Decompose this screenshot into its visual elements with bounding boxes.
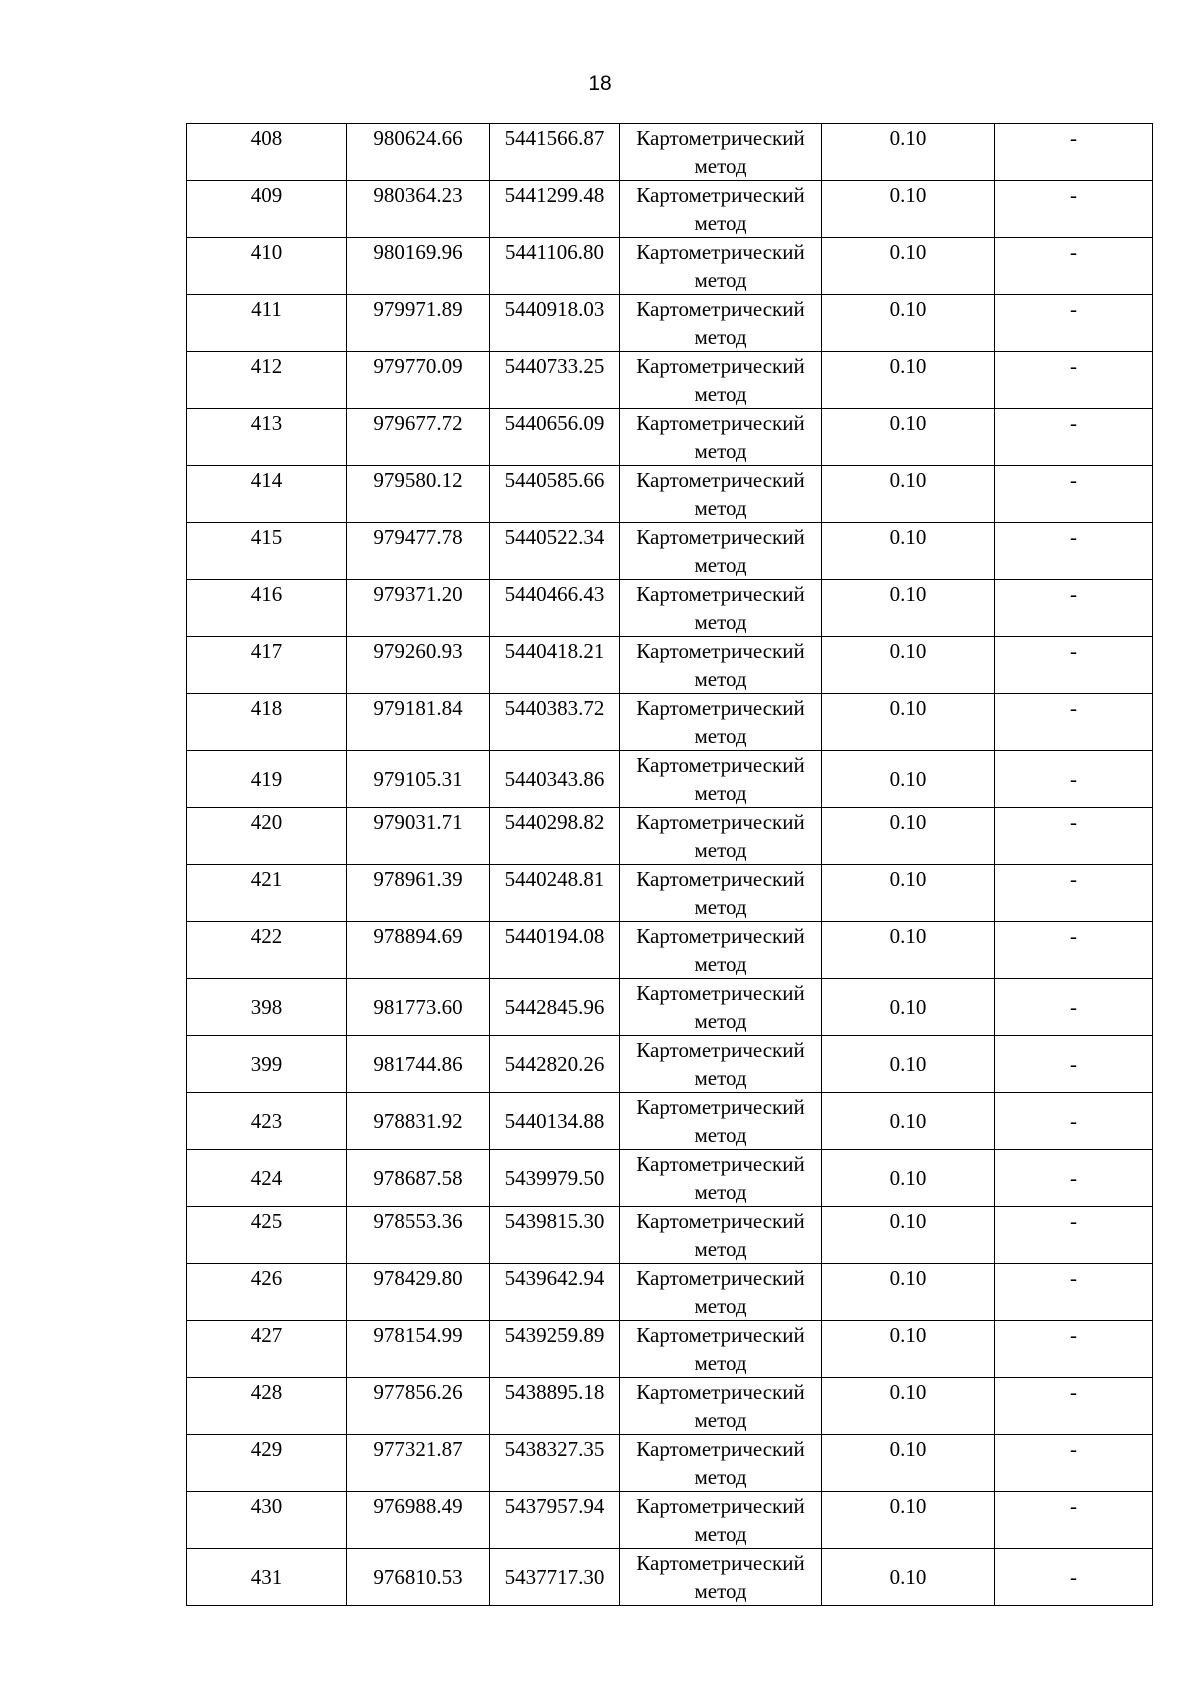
- accuracy-cell: 0.10: [822, 1264, 995, 1321]
- accuracy-cell: 0.10: [822, 1492, 995, 1549]
- method-cell: [620, 523, 822, 580]
- accuracy-cell: 0.10: [822, 409, 995, 466]
- method-text: Картометрический: [636, 525, 805, 549]
- accuracy-cell: 0.10: [822, 580, 995, 637]
- description-cell: -: [995, 1036, 1153, 1093]
- method-text: Картометрический: [636, 753, 805, 777]
- description-cell: -: [995, 1093, 1153, 1150]
- method-cell: [620, 1549, 822, 1606]
- method-text: Картометрический: [636, 1152, 805, 1176]
- method-text: Картометрический: [636, 981, 805, 1005]
- accuracy-cell: 0.10: [822, 1435, 995, 1492]
- method-text: метод: [694, 496, 747, 520]
- x-coordinate-cell: 979031.71: [347, 808, 490, 865]
- accuracy-cell: 0.10: [822, 181, 995, 238]
- y-coordinate-cell: 5442820.26: [490, 1036, 620, 1093]
- point-number-cell: 418: [187, 694, 347, 751]
- accuracy-cell: 0.10: [822, 1093, 995, 1150]
- method-cell: [620, 922, 822, 979]
- table-row: [187, 238, 1153, 295]
- method-cell: [620, 1150, 822, 1207]
- method-text: Картометрический: [636, 1380, 805, 1404]
- method-text: Картометрический: [636, 867, 805, 891]
- method-text: метод: [694, 667, 747, 691]
- point-number-cell: 431: [187, 1549, 347, 1606]
- description-cell: -: [995, 1321, 1153, 1378]
- table-row: [187, 1492, 1153, 1549]
- coordinates-table-body: [187, 124, 1153, 1606]
- x-coordinate-cell: 980169.96: [347, 238, 490, 295]
- method-cell: [620, 979, 822, 1036]
- point-number-cell: 410: [187, 238, 347, 295]
- method-text: метод: [694, 382, 747, 406]
- y-coordinate-cell: 5440918.03: [490, 295, 620, 352]
- method-text: метод: [694, 1123, 747, 1147]
- description-cell: -: [995, 751, 1153, 808]
- y-coordinate-cell: 5437717.30: [490, 1549, 620, 1606]
- y-coordinate-cell: 5441566.87: [490, 124, 620, 181]
- table-row: [187, 979, 1153, 1036]
- accuracy-cell: 0.10: [822, 238, 995, 295]
- coordinates-table: [186, 123, 1153, 1606]
- method-text: Картометрический: [636, 1038, 805, 1062]
- y-coordinate-cell: 5437957.94: [490, 1492, 620, 1549]
- x-coordinate-cell: 979971.89: [347, 295, 490, 352]
- method-text: Картометрический: [636, 411, 805, 435]
- y-coordinate-cell: 5440585.66: [490, 466, 620, 523]
- method-cell: [620, 1093, 822, 1150]
- x-coordinate-cell: 980624.66: [347, 124, 490, 181]
- method-text: метод: [694, 781, 747, 805]
- method-text: Картометрический: [636, 1323, 805, 1347]
- method-text: метод: [694, 439, 747, 463]
- point-number-cell: 425: [187, 1207, 347, 1264]
- point-number-cell: 420: [187, 808, 347, 865]
- table-row: [187, 1378, 1153, 1435]
- method-text: Картометрический: [636, 1551, 805, 1575]
- method-text: метод: [694, 1237, 747, 1261]
- point-number-cell: 408: [187, 124, 347, 181]
- description-cell: -: [995, 181, 1153, 238]
- table-row: [187, 865, 1153, 922]
- x-coordinate-cell: 976810.53: [347, 1549, 490, 1606]
- point-number-cell: 417: [187, 637, 347, 694]
- method-cell: [620, 751, 822, 808]
- point-number-cell: 426: [187, 1264, 347, 1321]
- description-cell: -: [995, 1549, 1153, 1606]
- x-coordinate-cell: 979580.12: [347, 466, 490, 523]
- x-coordinate-cell: 978687.58: [347, 1150, 490, 1207]
- y-coordinate-cell: 5440418.21: [490, 637, 620, 694]
- description-cell: -: [995, 295, 1153, 352]
- method-text: метод: [694, 724, 747, 748]
- table-row: [187, 523, 1153, 580]
- y-coordinate-cell: 5440134.88: [490, 1093, 620, 1150]
- accuracy-cell: 0.10: [822, 1321, 995, 1378]
- description-cell: -: [995, 238, 1153, 295]
- accuracy-cell: 0.10: [822, 637, 995, 694]
- accuracy-cell: 0.10: [822, 1378, 995, 1435]
- method-cell: [620, 1378, 822, 1435]
- method-cell: [620, 580, 822, 637]
- method-text: Картометрический: [636, 1437, 805, 1461]
- y-coordinate-cell: 5439642.94: [490, 1264, 620, 1321]
- table-row: [187, 1435, 1153, 1492]
- y-coordinate-cell: 5440656.09: [490, 409, 620, 466]
- description-cell: -: [995, 808, 1153, 865]
- method-text: метод: [694, 610, 747, 634]
- point-number-cell: 399: [187, 1036, 347, 1093]
- method-text: Картометрический: [636, 354, 805, 378]
- y-coordinate-cell: 5440298.82: [490, 808, 620, 865]
- x-coordinate-cell: 979260.93: [347, 637, 490, 694]
- table-row: [187, 1549, 1153, 1606]
- method-text: Картометрический: [636, 183, 805, 207]
- x-coordinate-cell: 976988.49: [347, 1492, 490, 1549]
- point-number-cell: 412: [187, 352, 347, 409]
- method-text: Картометрический: [636, 240, 805, 264]
- method-text: метод: [694, 1009, 747, 1033]
- description-cell: -: [995, 1435, 1153, 1492]
- accuracy-cell: 0.10: [822, 1207, 995, 1264]
- point-number-cell: 421: [187, 865, 347, 922]
- table-row: [187, 352, 1153, 409]
- method-cell: [620, 466, 822, 523]
- y-coordinate-cell: 5440383.72: [490, 694, 620, 751]
- method-text: метод: [694, 838, 747, 862]
- page-number: 18: [588, 72, 612, 95]
- y-coordinate-cell: 5439979.50: [490, 1150, 620, 1207]
- method-text: Картометрический: [636, 810, 805, 834]
- method-text: Картометрический: [636, 639, 805, 663]
- accuracy-cell: 0.10: [822, 751, 995, 808]
- method-text: метод: [694, 1579, 747, 1603]
- method-text: Картометрический: [636, 1266, 805, 1290]
- accuracy-cell: 0.10: [822, 1549, 995, 1606]
- table-row: [187, 922, 1153, 979]
- point-number-cell: 430: [187, 1492, 347, 1549]
- table-row: [187, 1036, 1153, 1093]
- table-row: [187, 694, 1153, 751]
- method-text: Картометрический: [636, 582, 805, 606]
- description-cell: -: [995, 1492, 1153, 1549]
- accuracy-cell: 0.10: [822, 865, 995, 922]
- method-cell: [620, 1036, 822, 1093]
- y-coordinate-cell: 5438895.18: [490, 1378, 620, 1435]
- accuracy-cell: 0.10: [822, 352, 995, 409]
- method-cell: [620, 694, 822, 751]
- method-cell: [620, 1207, 822, 1264]
- point-number-cell: 429: [187, 1435, 347, 1492]
- accuracy-cell: 0.10: [822, 694, 995, 751]
- table-row: [187, 580, 1153, 637]
- method-text: метод: [694, 325, 747, 349]
- method-cell: [620, 1321, 822, 1378]
- method-cell: [620, 181, 822, 238]
- x-coordinate-cell: 979105.31: [347, 751, 490, 808]
- x-coordinate-cell: 979477.78: [347, 523, 490, 580]
- table-row: [187, 1321, 1153, 1378]
- method-text: метод: [694, 1066, 747, 1090]
- point-number-cell: 416: [187, 580, 347, 637]
- method-text: метод: [694, 895, 747, 919]
- accuracy-cell: 0.10: [822, 1150, 995, 1207]
- table-row: [187, 808, 1153, 865]
- accuracy-cell: 0.10: [822, 922, 995, 979]
- table-row: [187, 1207, 1153, 1264]
- description-cell: -: [995, 1378, 1153, 1435]
- x-coordinate-cell: 980364.23: [347, 181, 490, 238]
- description-cell: -: [995, 979, 1153, 1036]
- accuracy-cell: 0.10: [822, 979, 995, 1036]
- method-text: метод: [694, 553, 747, 577]
- method-text: метод: [694, 1294, 747, 1318]
- description-cell: -: [995, 580, 1153, 637]
- y-coordinate-cell: 5440343.86: [490, 751, 620, 808]
- table-row: [187, 1093, 1153, 1150]
- point-number-cell: 424: [187, 1150, 347, 1207]
- method-cell: [620, 1435, 822, 1492]
- method-cell: [620, 124, 822, 181]
- x-coordinate-cell: 981773.60: [347, 979, 490, 1036]
- method-text: метод: [694, 1408, 747, 1432]
- method-text: Картометрический: [636, 468, 805, 492]
- method-cell: [620, 295, 822, 352]
- y-coordinate-cell: 5441299.48: [490, 181, 620, 238]
- point-number-cell: 415: [187, 523, 347, 580]
- table-row: [187, 181, 1153, 238]
- y-coordinate-cell: 5440466.43: [490, 580, 620, 637]
- method-cell: [620, 409, 822, 466]
- point-number-cell: 414: [187, 466, 347, 523]
- method-cell: [620, 352, 822, 409]
- table-row: [187, 637, 1153, 694]
- y-coordinate-cell: 5438327.35: [490, 1435, 620, 1492]
- method-text: метод: [694, 952, 747, 976]
- method-cell: [620, 808, 822, 865]
- x-coordinate-cell: 978894.69: [347, 922, 490, 979]
- method-text: метод: [694, 1180, 747, 1204]
- method-cell: [620, 865, 822, 922]
- accuracy-cell: 0.10: [822, 808, 995, 865]
- table-row: [187, 751, 1153, 808]
- table-row: [187, 1264, 1153, 1321]
- accuracy-cell: 0.10: [822, 466, 995, 523]
- x-coordinate-cell: 978831.92: [347, 1093, 490, 1150]
- description-cell: -: [995, 1150, 1153, 1207]
- table-row: [187, 295, 1153, 352]
- x-coordinate-cell: 977321.87: [347, 1435, 490, 1492]
- y-coordinate-cell: 5442845.96: [490, 979, 620, 1036]
- method-text: метод: [694, 1351, 747, 1375]
- method-cell: [620, 1492, 822, 1549]
- method-text: метод: [694, 154, 747, 178]
- x-coordinate-cell: 978553.36: [347, 1207, 490, 1264]
- method-cell: [620, 1264, 822, 1321]
- table-row: [187, 124, 1153, 181]
- x-coordinate-cell: 981744.86: [347, 1036, 490, 1093]
- method-text: Картометрический: [636, 924, 805, 948]
- accuracy-cell: 0.10: [822, 523, 995, 580]
- method-text: Картометрический: [636, 126, 805, 150]
- method-cell: [620, 637, 822, 694]
- description-cell: -: [995, 124, 1153, 181]
- description-cell: -: [995, 409, 1153, 466]
- x-coordinate-cell: 978429.80: [347, 1264, 490, 1321]
- method-text: Картометрический: [636, 1494, 805, 1518]
- x-coordinate-cell: 978154.99: [347, 1321, 490, 1378]
- method-text: Картометрический: [636, 696, 805, 720]
- x-coordinate-cell: 979677.72: [347, 409, 490, 466]
- x-coordinate-cell: 979181.84: [347, 694, 490, 751]
- description-cell: -: [995, 637, 1153, 694]
- description-cell: -: [995, 523, 1153, 580]
- point-number-cell: 423: [187, 1093, 347, 1150]
- x-coordinate-cell: 978961.39: [347, 865, 490, 922]
- x-coordinate-cell: 979770.09: [347, 352, 490, 409]
- point-number-cell: 422: [187, 922, 347, 979]
- method-text: метод: [694, 211, 747, 235]
- point-number-cell: 427: [187, 1321, 347, 1378]
- description-cell: -: [995, 922, 1153, 979]
- table-row: [187, 409, 1153, 466]
- accuracy-cell: 0.10: [822, 1036, 995, 1093]
- point-number-cell: 413: [187, 409, 347, 466]
- method-text: метод: [694, 1465, 747, 1489]
- method-text: метод: [694, 1522, 747, 1546]
- point-number-cell: 409: [187, 181, 347, 238]
- method-text: Картометрический: [636, 1095, 805, 1119]
- point-number-cell: 398: [187, 979, 347, 1036]
- method-cell: [620, 238, 822, 295]
- description-cell: -: [995, 466, 1153, 523]
- accuracy-cell: 0.10: [822, 295, 995, 352]
- method-text: Картометрический: [636, 1209, 805, 1233]
- y-coordinate-cell: 5440248.81: [490, 865, 620, 922]
- y-coordinate-cell: 5440194.08: [490, 922, 620, 979]
- method-text: Картометрический: [636, 297, 805, 321]
- x-coordinate-cell: 979371.20: [347, 580, 490, 637]
- y-coordinate-cell: 5440522.34: [490, 523, 620, 580]
- description-cell: -: [995, 694, 1153, 751]
- point-number-cell: 419: [187, 751, 347, 808]
- point-number-cell: 428: [187, 1378, 347, 1435]
- y-coordinate-cell: 5439259.89: [490, 1321, 620, 1378]
- table-row: [187, 466, 1153, 523]
- description-cell: -: [995, 1207, 1153, 1264]
- method-text: метод: [694, 268, 747, 292]
- y-coordinate-cell: 5439815.30: [490, 1207, 620, 1264]
- table-row: [187, 1150, 1153, 1207]
- accuracy-cell: 0.10: [822, 124, 995, 181]
- x-coordinate-cell: 977856.26: [347, 1378, 490, 1435]
- description-cell: -: [995, 865, 1153, 922]
- point-number-cell: 411: [187, 295, 347, 352]
- description-cell: -: [995, 1264, 1153, 1321]
- y-coordinate-cell: 5440733.25: [490, 352, 620, 409]
- description-cell: -: [995, 352, 1153, 409]
- y-coordinate-cell: 5441106.80: [490, 238, 620, 295]
